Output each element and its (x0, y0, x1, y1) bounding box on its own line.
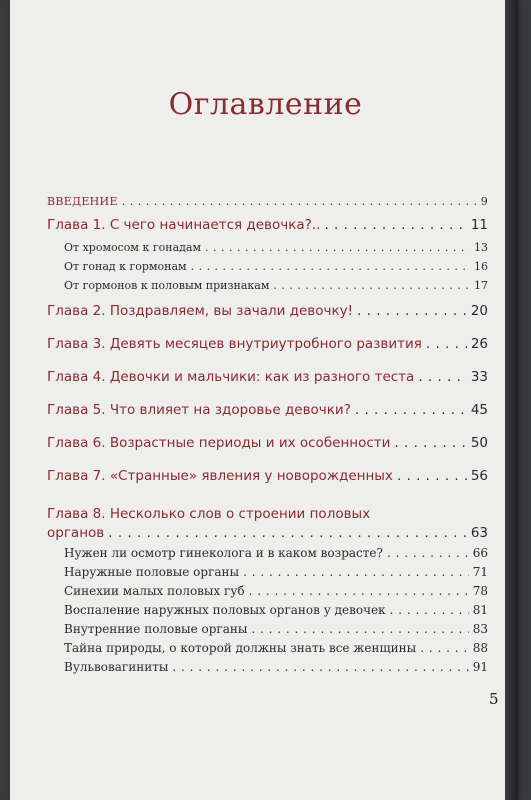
toc-subentry (47, 546, 488, 565)
dot-leader (122, 195, 477, 208)
toc-entry-chapter-7 (47, 468, 488, 503)
toc-subentry-page: 88 (472, 641, 488, 655)
toc-subentry-label: Воспаление наружных половых органов у девочек (64, 603, 386, 617)
toc-entry-label: ВВЕДЕНИЕ (47, 195, 118, 208)
dot-leader (172, 660, 468, 674)
toc-entry-page: 9 (480, 195, 488, 208)
dot-leader (108, 525, 467, 541)
toc-subentry-label: Нужен ли осмотр гинеколога и в каком возрасте? (64, 546, 383, 560)
dot-leader (418, 369, 467, 385)
dot-leader (249, 584, 469, 598)
toc-subentry-page: 78 (472, 584, 488, 598)
toc-subentry-label: Наружные половые органы (64, 565, 240, 579)
toc-entry-intro (47, 195, 488, 217)
toc-subentry-page: 81 (472, 603, 488, 617)
toc-entry-page: 45 (470, 402, 488, 418)
toc-entry-page: 33 (470, 369, 488, 385)
toc-entry-page: 26 (470, 336, 488, 352)
toc-entry-chapter-2 (47, 303, 488, 336)
toc-entry-label: Глава 2. Поздравляем, вы зачали девочку! (47, 303, 354, 319)
toc-subentry-page: 13 (474, 241, 488, 254)
toc-entry-label: Глава 5. Что влияет на здоровье девочки? (47, 402, 351, 418)
toc-entry-chapter-6 (47, 435, 488, 468)
toc-subentry (47, 279, 488, 303)
dot-leader (420, 641, 469, 655)
dot-leader (390, 603, 469, 617)
toc-subentry-page: 17 (474, 279, 488, 292)
dot-leader (387, 546, 469, 560)
toc-entry-page: 11 (470, 217, 488, 233)
dot-leader (251, 622, 468, 636)
page-title: Оглавление (168, 87, 363, 122)
toc-entry-page: 56 (470, 468, 488, 484)
toc-entry-label: органов (47, 525, 105, 541)
toc-subentry (47, 241, 488, 260)
toc-entry-label: Глава 6. Возрастные периоды и их особенности (47, 435, 391, 451)
toc-subentry (47, 641, 488, 660)
toc-subentry (47, 660, 488, 679)
toc-subentry-label: От гормонов к половым признакам (64, 279, 270, 292)
dot-leader (243, 565, 469, 579)
toc-entry-label: Глава 4. Девочки и мальчики: как из разного теста (47, 369, 415, 385)
dot-leader (324, 217, 466, 233)
toc-entry-label: Глава 1. С чего начинается девочка?.. (47, 217, 321, 233)
toc-entry-page: 63 (470, 525, 488, 541)
toc-subentry-page: 16 (474, 260, 488, 273)
toc-entry-page: 50 (470, 435, 488, 451)
dot-leader (205, 241, 470, 254)
dot-leader (273, 279, 470, 292)
toc-subentry-label: От хромосом к гонадам (64, 241, 202, 254)
dot-leader (191, 260, 470, 273)
dot-leader (426, 336, 467, 352)
toc-subentry-page: 71 (472, 565, 488, 579)
toc-entry-chapter-4 (47, 369, 488, 402)
toc-subentry-label: Синехии малых половых губ (64, 584, 245, 598)
toc-entry-label: Глава 3. Девять месяцев внутриутробного развития (47, 336, 422, 352)
toc-subentry (47, 260, 488, 279)
dot-leader (397, 468, 467, 484)
toc-entry-chapter-5 (47, 402, 488, 435)
toc-subentry-label: Тайна природы, о которой должны знать все женщины (64, 641, 417, 655)
page-number: 5 (489, 690, 499, 708)
dot-leader (357, 303, 467, 319)
table-of-contents (47, 195, 488, 679)
toc-subentry (47, 622, 488, 641)
toc-subentry (47, 565, 488, 584)
dot-leader (394, 435, 466, 451)
toc-entry-chapter-8-line1: Глава 8. Несколько слов о строении половых (47, 506, 371, 522)
toc-entry-chapter-3 (47, 336, 488, 369)
toc-entry-chapter-1 (47, 217, 488, 241)
toc-subentry-label: Внутренние половые органы (64, 622, 248, 636)
toc-subentry-page: 83 (472, 622, 488, 636)
toc-entry-page: 20 (470, 303, 488, 319)
toc-subentry-page: 66 (472, 546, 488, 560)
toc-subentry-label: От гонад к гормонам (64, 260, 187, 273)
toc-subentry-page: 91 (472, 660, 488, 674)
dot-leader (355, 402, 467, 418)
toc-entry-label: Глава 7. «Странные» явления у новорожденных (47, 468, 393, 484)
toc-subentry-label: Вульвовагиниты (64, 660, 169, 674)
toc-subentry (47, 603, 488, 622)
toc-subentry (47, 584, 488, 603)
toc-entry-chapter-8 (47, 525, 488, 546)
